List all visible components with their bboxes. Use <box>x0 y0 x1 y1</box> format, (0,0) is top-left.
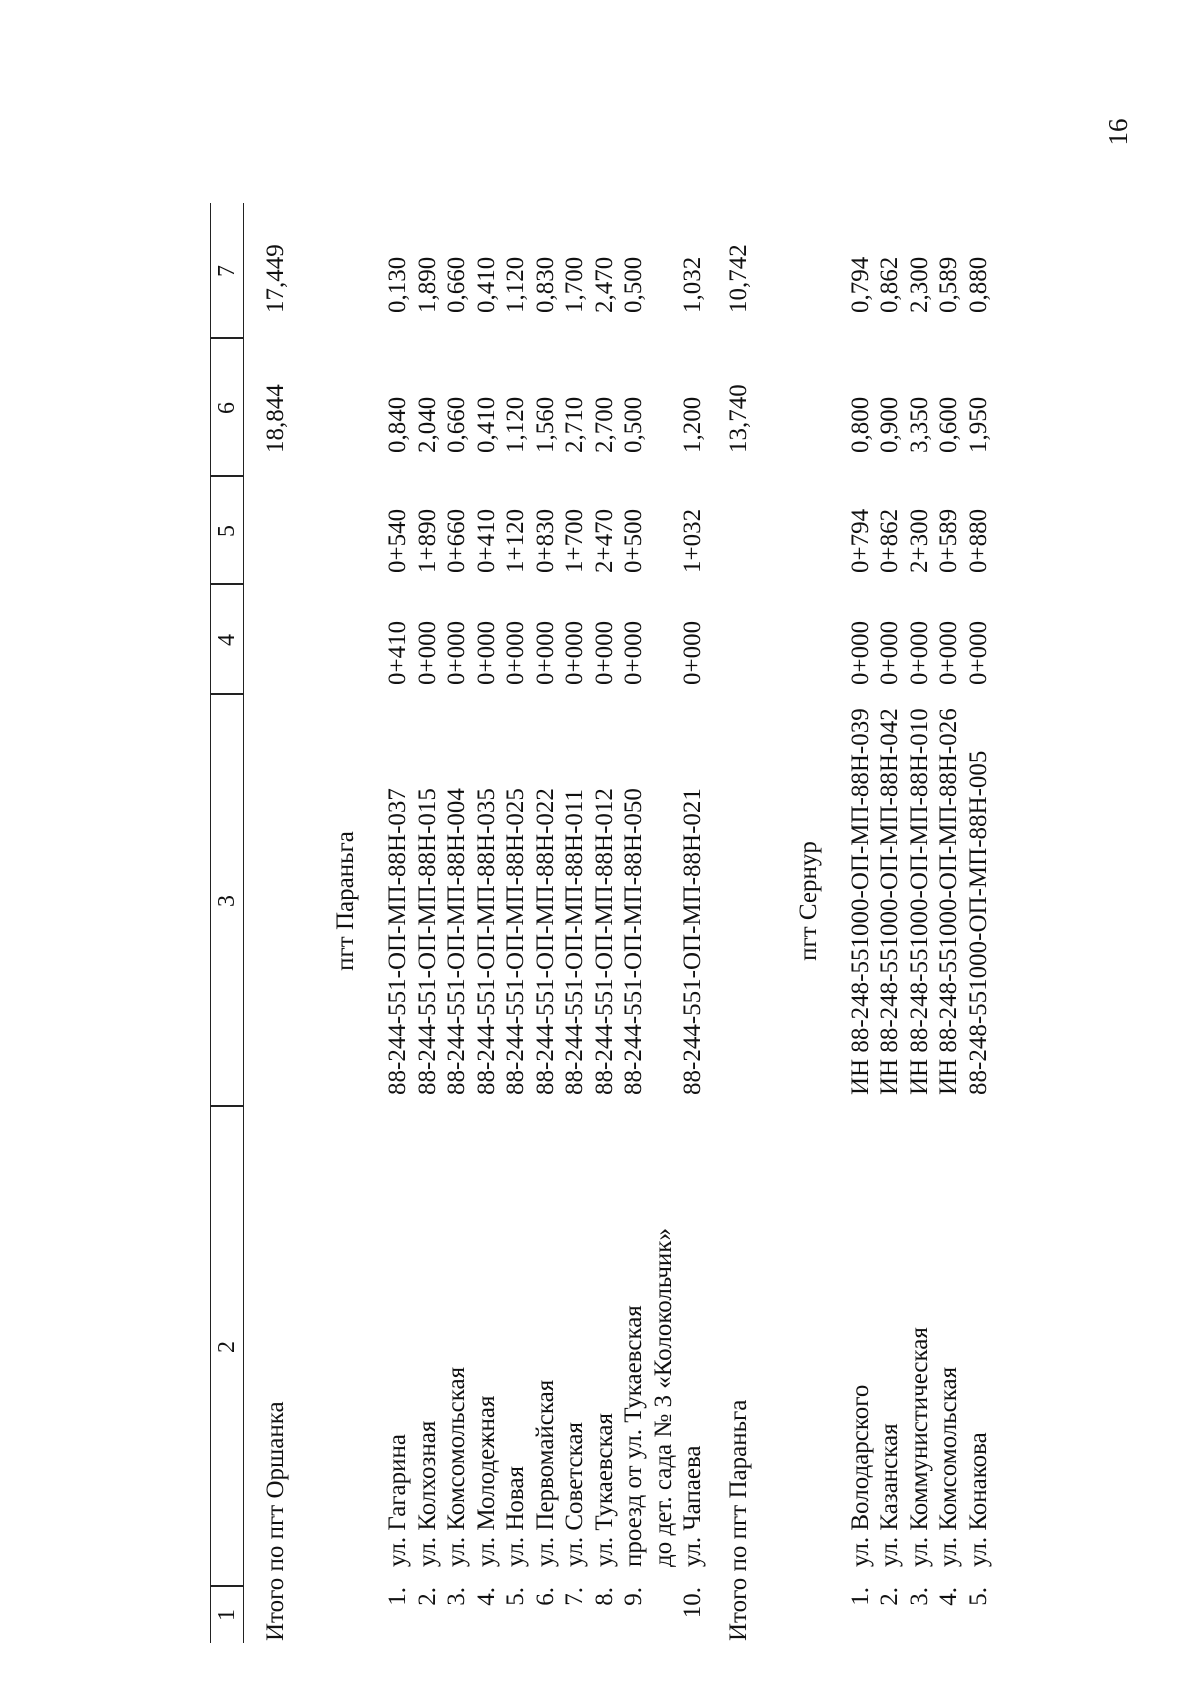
row-number: 4. <box>935 1587 962 1606</box>
section-title-text: пгт Сернур <box>794 841 822 961</box>
row-number: 2. <box>413 1587 441 1606</box>
road-id: ИН 88-248-551000-ОП-МП-88Н-026 <box>935 708 962 1095</box>
table-row <box>441 203 473 1643</box>
row-number: 9. <box>620 1587 647 1606</box>
hard-length: 1,700 <box>561 256 588 313</box>
row-number: 1. <box>846 1587 874 1606</box>
table-row <box>559 203 591 1643</box>
table-row <box>874 203 906 1643</box>
hard-length: 2,300 <box>905 256 933 313</box>
road-length: 3,350 <box>905 396 933 453</box>
section-title <box>793 203 825 1643</box>
road-length: 2,710 <box>561 396 588 453</box>
row-number: 10. <box>679 1587 706 1619</box>
km-end: 1+890 <box>413 508 441 573</box>
header-col-4: 4 <box>214 634 240 646</box>
table-header <box>210 203 244 1643</box>
section-title <box>330 203 362 1643</box>
road-id: 88-244-551-ОП-МП-88Н-011 <box>561 789 588 1095</box>
row-number: 3. <box>905 1587 933 1606</box>
table-row <box>471 203 503 1643</box>
km-end: 2+300 <box>905 508 933 573</box>
hard-length: 0,830 <box>531 256 559 313</box>
km-end: 0+540 <box>384 508 411 573</box>
road-length: 0,800 <box>846 396 874 453</box>
table-row <box>412 203 444 1643</box>
row-number: 2. <box>876 1587 903 1606</box>
table-row-continuation <box>648 203 680 1643</box>
km-start: 0+000 <box>443 620 470 685</box>
km-start: 0+000 <box>935 620 962 685</box>
km-end: 0+862 <box>876 508 903 573</box>
road-length: 0,410 <box>472 396 500 453</box>
hard-length: 0,660 <box>443 256 470 313</box>
km-start: 0+000 <box>413 620 441 685</box>
road-id: 88-244-551-ОП-МП-88Н-015 <box>413 788 441 1095</box>
section-title-text: пгт Параньга <box>332 831 359 971</box>
total-row <box>723 203 755 1643</box>
km-end: 1+120 <box>502 508 529 573</box>
street-name: ул. Молодежная <box>472 1395 500 1567</box>
landscape-table <box>210 203 1070 1643</box>
road-length: 0,840 <box>384 396 411 453</box>
road-id: 88-244-551-ОП-МП-88Н-012 <box>590 788 618 1095</box>
road-id: ИН 88-248-551000-ОП-МП-88Н-042 <box>876 708 903 1095</box>
hard-length: 1,120 <box>502 256 529 313</box>
road-length: 0,900 <box>876 396 903 453</box>
table-row <box>500 203 532 1643</box>
road-length: 2,040 <box>413 396 441 453</box>
km-start: 0+000 <box>846 620 874 685</box>
total-hard-length: 10,742 <box>724 244 752 313</box>
total-hard-length: 17,449 <box>262 244 289 313</box>
km-start: 0+000 <box>679 620 706 685</box>
road-id: 88-244-551-ОП-МП-88Н-025 <box>502 788 529 1095</box>
table-row <box>963 203 995 1643</box>
road-id: ИН 88-248-551000-ОП-МП-88Н-039 <box>846 708 874 1095</box>
table-row <box>677 203 709 1643</box>
km-end: 0+410 <box>472 508 500 573</box>
street-name: проезд от ул. Тукаевская <box>620 1305 647 1567</box>
road-length: 0,660 <box>443 396 470 453</box>
header-col-2: 2 <box>214 1341 240 1353</box>
table-row <box>933 203 965 1643</box>
hard-length: 0,589 <box>935 256 962 313</box>
row-number: 1. <box>384 1587 411 1606</box>
road-length: 2,700 <box>590 396 618 453</box>
km-start: 0+000 <box>531 620 559 685</box>
km-start: 0+000 <box>472 620 500 685</box>
km-start: 0+000 <box>561 620 588 685</box>
road-id: 88-244-551-ОП-МП-88Н-035 <box>472 788 500 1095</box>
table-row <box>530 203 562 1643</box>
street-name: ул. Колхозная <box>413 1420 441 1567</box>
km-end: 0+589 <box>935 508 962 573</box>
street-name: ул. Комсомольская <box>935 1366 962 1567</box>
km-end: 0+794 <box>846 508 874 573</box>
hard-length: 2,470 <box>590 256 618 313</box>
km-start: 0+000 <box>620 620 647 685</box>
hard-length: 0,500 <box>620 256 647 313</box>
header-col-6: 6 <box>214 402 240 414</box>
street-name: ул. Новая <box>502 1465 529 1567</box>
km-end: 1+700 <box>561 508 588 573</box>
header-col-3: 3 <box>214 895 240 907</box>
page-number: 16 <box>1103 118 1133 146</box>
street-name: ул. Володарского <box>846 1384 874 1567</box>
hard-length: 0,410 <box>472 256 500 313</box>
header-col-7: 7 <box>214 265 240 277</box>
row-number: 8. <box>590 1587 618 1606</box>
km-start: 0+410 <box>384 620 411 685</box>
km-start: 0+000 <box>964 620 992 685</box>
row-number: 3. <box>443 1587 470 1606</box>
total-row <box>260 203 292 1643</box>
road-length: 1,120 <box>502 396 529 453</box>
road-id: 88-244-551-ОП-МП-88Н-004 <box>443 788 470 1095</box>
header-col-5: 5 <box>214 525 240 537</box>
road-id: 88-248-551000-ОП-МП-88Н-005 <box>964 750 992 1095</box>
row-number: 5. <box>502 1587 529 1606</box>
hard-length: 1,032 <box>679 256 706 313</box>
road-id: 88-244-551-ОП-МП-88Н-021 <box>679 788 706 1095</box>
total-length: 18,844 <box>262 384 289 453</box>
street-name: ул. Гагарина <box>384 1433 411 1567</box>
street-name: ул. Конакова <box>964 1432 992 1567</box>
road-id: 88-244-551-ОП-МП-88Н-037 <box>384 788 411 1095</box>
road-id: 88-244-551-ОП-МП-88Н-022 <box>531 788 559 1095</box>
table-row <box>382 203 414 1643</box>
table-row <box>618 203 650 1643</box>
row-number: 4. <box>472 1587 500 1606</box>
street-name: ул. Советская <box>561 1422 588 1567</box>
hard-length: 1,890 <box>413 256 441 313</box>
road-length: 0,600 <box>935 396 962 453</box>
road-id: 88-244-551-ОП-МП-88Н-050 <box>620 788 647 1095</box>
road-id: ИН 88-248-551000-ОП-МП-88Н-010 <box>905 708 933 1095</box>
road-length: 1,200 <box>679 396 706 453</box>
street-name: ул. Комсомольская <box>443 1366 470 1567</box>
km-start: 0+000 <box>502 620 529 685</box>
road-length: 0,500 <box>620 396 647 453</box>
table-row <box>589 203 621 1643</box>
header-col-1: 1 <box>214 1609 240 1621</box>
row-number: 7. <box>561 1587 588 1606</box>
km-end: 1+032 <box>679 508 706 573</box>
road-length: 1,950 <box>964 396 992 453</box>
street-name: ул. Коммунистическая <box>905 1327 933 1567</box>
km-start: 0+000 <box>876 620 903 685</box>
street-name: ул. Казанская <box>876 1423 903 1567</box>
row-number: 5. <box>964 1587 992 1606</box>
hard-length: 0,794 <box>846 256 874 313</box>
total-label: Итого по пгт Оршанка <box>262 1401 289 1641</box>
total-length: 13,740 <box>724 384 752 453</box>
km-end: 0+880 <box>964 508 992 573</box>
row-number: 6. <box>531 1587 559 1606</box>
km-start: 0+000 <box>590 620 618 685</box>
road-length: 1,560 <box>531 396 559 453</box>
hard-length: 0,130 <box>384 256 411 313</box>
street-name-cont: до дет. сада № 3 «Колокольчик» <box>649 1228 677 1567</box>
table-row <box>904 203 936 1643</box>
km-end: 2+470 <box>590 508 618 573</box>
street-name: ул. Чапаева <box>679 1445 706 1567</box>
hard-length: 0,880 <box>964 256 992 313</box>
total-label: Итого по пгт Параньга <box>724 1399 752 1641</box>
km-start: 0+000 <box>905 620 933 685</box>
street-name: ул. Тукаевская <box>590 1413 618 1567</box>
km-end: 0+660 <box>443 508 470 573</box>
km-end: 0+830 <box>531 508 559 573</box>
street-name: ул. Первомайская <box>531 1379 559 1567</box>
hard-length: 0,862 <box>876 256 903 313</box>
km-end: 0+500 <box>620 508 647 573</box>
table-row <box>845 203 877 1643</box>
